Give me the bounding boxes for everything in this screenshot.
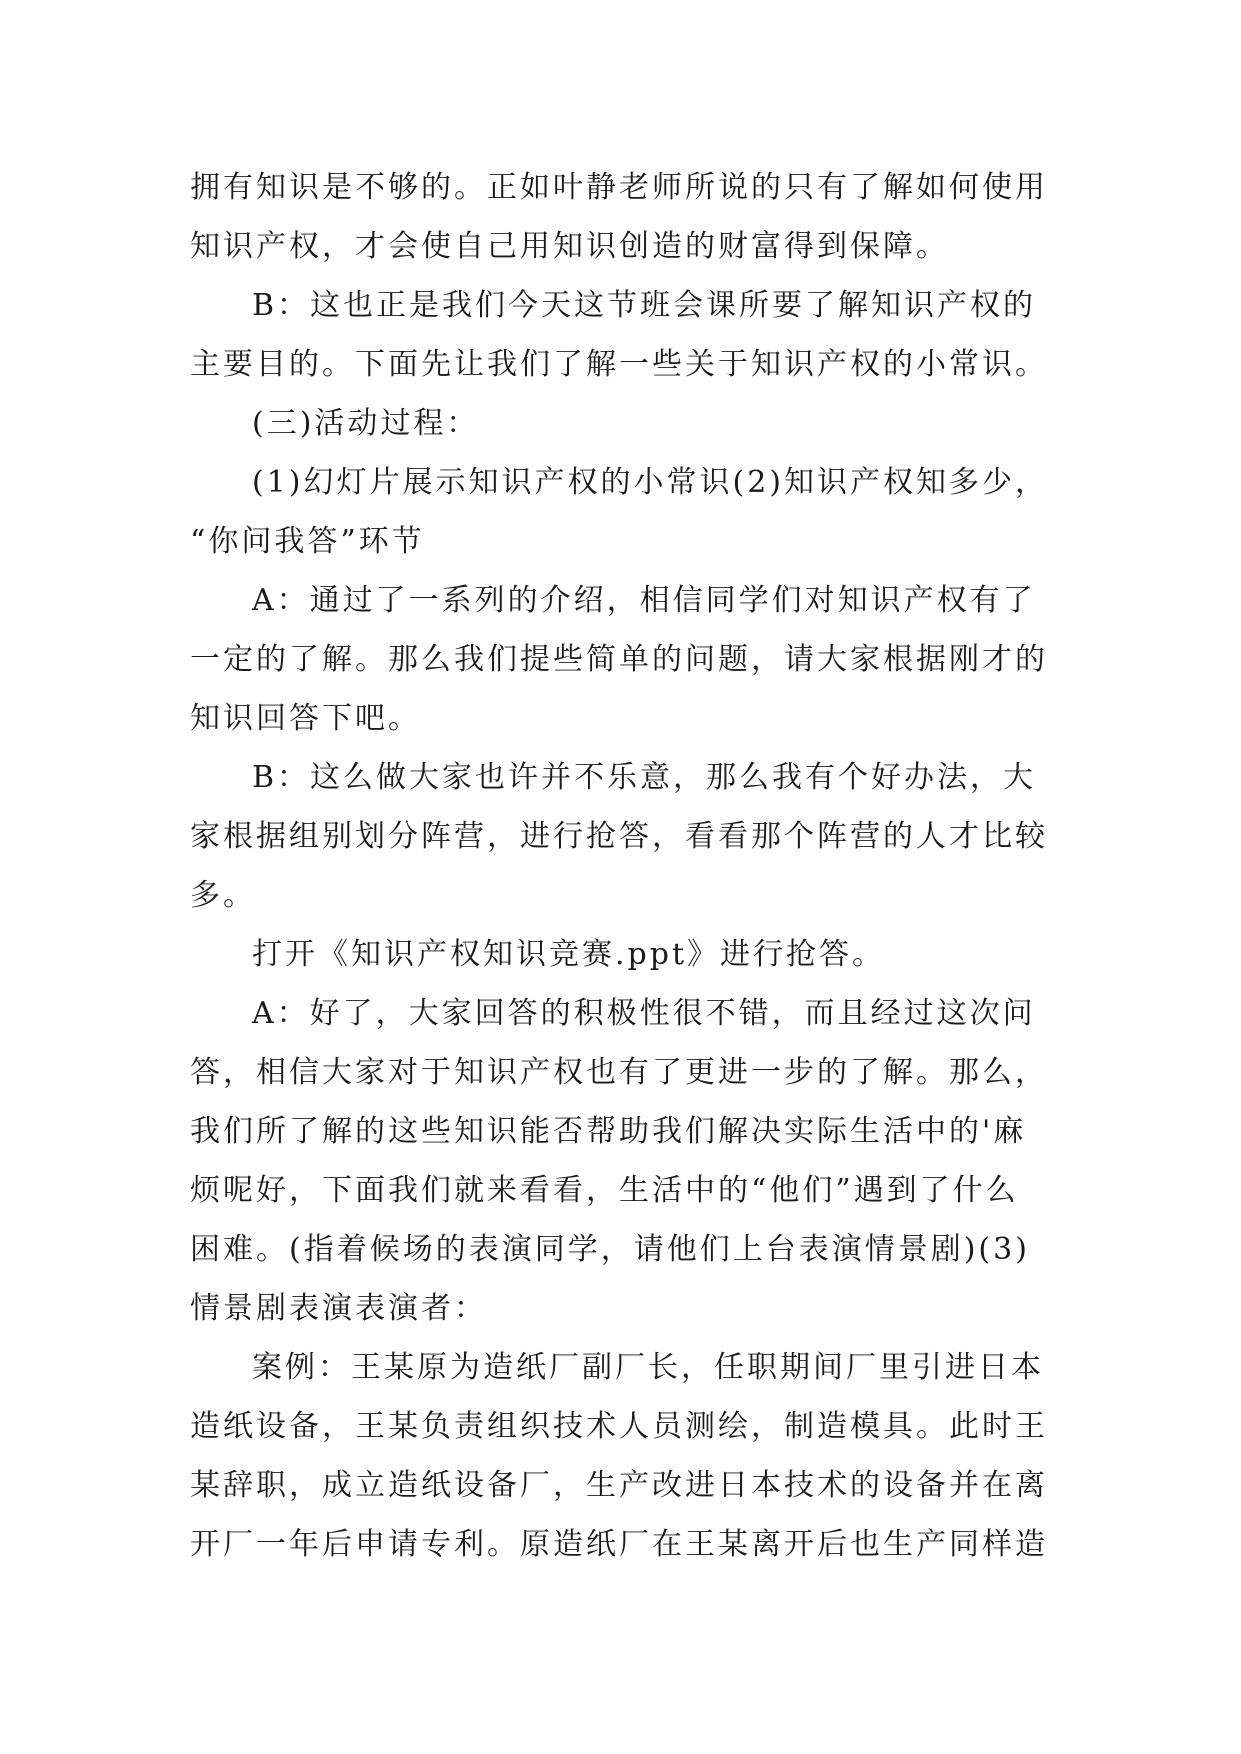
text-line: A：好了，大家回答的积极性很不错，而且经过这次问 bbox=[252, 996, 1036, 1031]
text-line: (1)幻灯片展示知识产权的小常识(2)知识产权知多少， bbox=[252, 465, 1048, 500]
text-line: 知识产权，才会使自己用知识创造的财富得到保障。 bbox=[190, 229, 949, 264]
text-line: 一定的了解。那么我们提些简单的问题，请大家根据刚才的 bbox=[190, 642, 1048, 677]
text-line: 主要目的。下面先让我们了解一些关于知识产权的小常识。 bbox=[190, 347, 1048, 382]
text-line: 家根据组别划分阵营，进行抢答，看看那个阵营的人才比较 bbox=[190, 819, 1048, 854]
text-line: 知识回答下吧。 bbox=[190, 701, 421, 736]
text-line: B：这也正是我们今天这节班会课所要了解知识产权的 bbox=[252, 288, 1037, 323]
text-line: 打开《知识产权知识竞赛.ppt》进行抢答。 bbox=[252, 937, 885, 972]
text-line: B：这么做大家也许并不乐意，那么我有个好办法，大 bbox=[252, 760, 1037, 795]
text-line: 开厂一年后申请专利。原造纸厂在王某离开后也生产同样造 bbox=[190, 1527, 1048, 1562]
text-line: (三)活动过程： bbox=[252, 406, 480, 441]
text-line: 困难。(指着候场的表演同学，请他们上台表演情景剧)(3) bbox=[190, 1232, 1030, 1267]
text-line: A：通过了一系列的介绍，相信同学们对知识产权有了 bbox=[252, 583, 1036, 618]
text-line: 造纸设备，王某负责组织技术人员测绘，制造模具。此时王 bbox=[190, 1409, 1048, 1444]
text-line: 案例：王某原为造纸厂副厂长，任职期间厂里引进日本 bbox=[252, 1350, 1044, 1385]
text-line: 烦呢好，下面我们就来看看，生活中的“他们”遇到了什么 bbox=[190, 1173, 1019, 1208]
text-line: 某辞职，成立造纸设备厂，生产改进日本技术的设备并在离 bbox=[190, 1468, 1048, 1503]
document-body bbox=[190, 158, 1060, 1574]
text-line: 情景剧表演表演者： bbox=[190, 1291, 487, 1326]
text-line: 拥有知识是不够的。正如叶静老师所说的只有了解如何使用 bbox=[190, 170, 1048, 205]
text-line: 多。 bbox=[190, 878, 256, 913]
text-line: “你问我答”环节 bbox=[190, 524, 425, 559]
text-line: 答，相信大家对于知识产权也有了更进一步的了解。那么， bbox=[190, 1055, 1048, 1090]
text-line: 我们所了解的这些知识能否帮助我们解决实际生活中的'麻 bbox=[190, 1114, 1027, 1149]
